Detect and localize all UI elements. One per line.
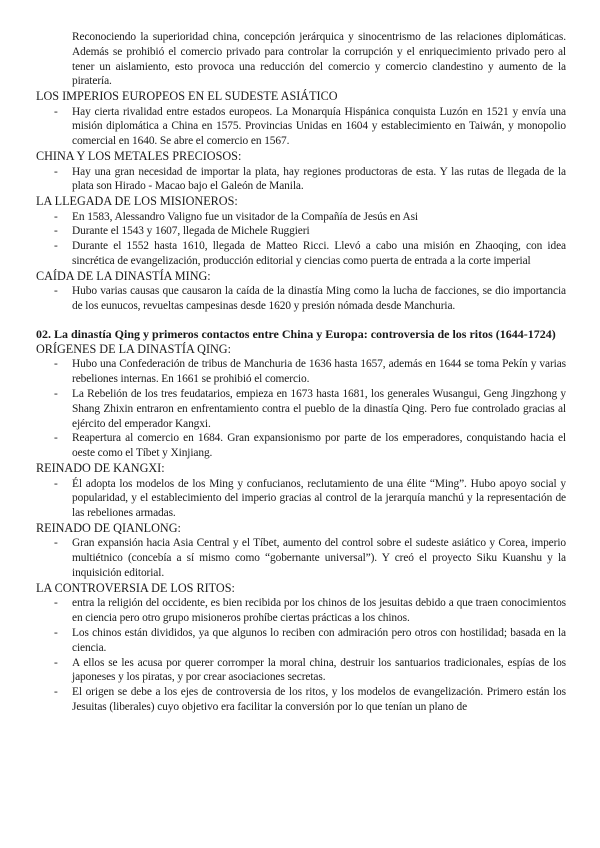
dash-bullet: - bbox=[54, 165, 58, 178]
dash-bullet: - bbox=[54, 388, 58, 401]
dash-bullet: - bbox=[54, 626, 58, 639]
list-item bbox=[36, 656, 566, 686]
dash-bullet: - bbox=[54, 477, 58, 490]
section-title: 02. La dinastía Qing y primeros contactos entre China y Europa: controversia de los ritos (1644-1724) bbox=[36, 326, 556, 341]
dash-bullet: - bbox=[54, 686, 58, 699]
list-item bbox=[36, 596, 566, 626]
dash-bullet: - bbox=[54, 358, 58, 371]
list-item-text: Hay una gran necesidad de importar la plata, hay regiones productoras de esta. Y las rutas de llegada de la plata son Hirado - Macao bajo el Galeón de Manila. bbox=[72, 165, 566, 193]
bullet-list bbox=[36, 596, 566, 714]
list-item bbox=[36, 105, 566, 149]
list-item-text: Él adopta los modelos de los Ming y confucianos, reclutamiento de una élite “Ming”. Hubo apoyo social y popularidad, y el establecimiento del imperio gracias al control de la jerarquía manchú y la representación de las rebeliones armadas. bbox=[72, 477, 566, 520]
list-item bbox=[36, 536, 566, 580]
list-item-text: Hubo varias causas que causaron la caída de la dinastía Ming como la lucha de facciones, se dio importancia de los eunucos, revueltas campesinas desde 1620 y presión nómada desde Manchuria. bbox=[72, 285, 566, 313]
list-item-text: Los chinos están divididos, ya que algunos lo reciben con admiración pero otros con hostilidad; basada en la ciencia. bbox=[72, 626, 566, 654]
list-item-text: Hay cierta rivalidad entre estados europeos. La Monarquía Hispánica conquista Luzón en 1521 y envía una misión diplomática a China en 1575. Provincias Unidas en 1604 y establecimiento en Taiwán, y monopolio comercial en 1640. Se abre el comercio en 1567. bbox=[72, 105, 566, 148]
dash-bullet: - bbox=[54, 105, 58, 118]
list-item-text: Hubo una Confederación de tribus de Manchuria de 1636 hasta 1657, además en 1644 se toma Pekín y varias rebeliones internas. En 1661 se prohibió el comercio. bbox=[72, 358, 566, 386]
list-item bbox=[36, 685, 566, 715]
dash-bullet: - bbox=[54, 225, 58, 238]
list-item-text: El origen se debe a los ejes de controversia de los ritos, y los modelos de evangelización. Primero están los Jesuitas (liberales) cuyo objetivo era facilitar la conversión por lo que tenían un plano de bbox=[72, 686, 566, 713]
list-item-text: entra la religión del occidente, es bien recibida por los chinos de los jesuitas debido a que traen conocimientos en ciencia pero otro grupo misioneros prohíbe ciertas prácticas a los chinos. bbox=[72, 597, 566, 625]
sections-part1 bbox=[36, 89, 566, 314]
section-heading: LA LLEGADA DE LOS MISIONEROS: bbox=[36, 194, 238, 209]
bullet-list bbox=[36, 357, 566, 461]
dash-bullet: - bbox=[54, 432, 58, 445]
list-item bbox=[36, 224, 566, 239]
section-heading: ORÍGENES DE LA DINASTÍA QING: bbox=[36, 341, 231, 356]
bullet-list bbox=[36, 210, 566, 269]
list-item-text: Reapertura al comercio en 1684. Gran expansionismo por parte de los emperadores, conquistando hacia el oeste como el Tíbet y Xinjiang. bbox=[72, 432, 566, 460]
list-item bbox=[36, 210, 566, 225]
list-item bbox=[36, 357, 566, 387]
sections-part2 bbox=[36, 342, 566, 715]
list-item bbox=[36, 165, 566, 195]
dash-bullet: - bbox=[54, 537, 58, 550]
section-heading: REINADO DE QIANLONG: bbox=[36, 520, 181, 535]
section-heading: CHINA Y LOS METALES PRECIOSOS: bbox=[36, 149, 242, 164]
dash-bullet: - bbox=[54, 656, 58, 669]
list-item bbox=[36, 431, 566, 461]
bullet-list bbox=[36, 477, 566, 521]
list-item-text: Gran expansión hacia Asia Central y el Tíbet, aumento del control sobre el sudeste asiático y Corea, imperio multiétnico (concebía a sí mismo como “gobernante universal”). Y creó el proyecto Siku Kuanshu y la inquisición editorial. bbox=[72, 537, 566, 580]
bullet-list bbox=[36, 536, 566, 580]
list-item-text: A ellos se les acusa por querer corromper la moral china, destruir los santuarios tradicionales, espías de los japoneses y los piratas, y por crear asociaciones secretas. bbox=[72, 656, 566, 684]
dash-bullet: - bbox=[54, 210, 58, 223]
list-item bbox=[36, 387, 566, 431]
list-item bbox=[36, 626, 566, 656]
bullet-list bbox=[36, 284, 566, 314]
section-heading: REINADO DE KANGXI: bbox=[36, 461, 165, 476]
list-item-text: Durante el 1543 y 1607, llegada de Michele Ruggieri bbox=[72, 225, 310, 238]
bullet-list bbox=[36, 165, 566, 195]
document-page bbox=[36, 30, 566, 715]
section-heading: LOS IMPERIOS EUROPEOS EN EL SUDESTE ASIÁTICO bbox=[36, 89, 338, 104]
list-item-text: En 1583, Alessandro Valigno fue un visitador de la Compañía de Jesús en Asi bbox=[72, 210, 418, 223]
list-item-text: La Rebelión de los tres feudatarios, empieza en 1673 hasta 1681, los generales Wusangui, Geng Jingzhong y Shang Zhixin entraron en enfrentamiento contra el pueblo de la dinastía Qing. Pero fue controlado gracias al ejército del emperador Kangxi. bbox=[72, 388, 566, 430]
list-item bbox=[36, 477, 566, 521]
section-heading: LA CONTROVERSIA DE LOS RITOS: bbox=[36, 580, 235, 595]
list-item bbox=[36, 284, 566, 314]
bullet-list bbox=[36, 105, 566, 149]
section-heading: CAÍDA DE LA DINASTÍA MING: bbox=[36, 268, 211, 283]
intro-paragraph: Reconociendo la superioridad china, concepción jerárquica y sinocentrismo de las relaciones diplomáticas. Además se prohibió el comercio privado para controlar la corrupción y el enriquecimiento privado pero al tener un aislamiento, esto provoca una reducción del comercio y comercio clandestino y aumento de la piratería. bbox=[72, 31, 566, 88]
dash-bullet: - bbox=[54, 240, 58, 253]
dash-bullet: - bbox=[54, 597, 58, 610]
list-item bbox=[36, 239, 566, 269]
dash-bullet: - bbox=[54, 285, 58, 298]
list-item-text: Durante el 1552 hasta 1610, llegada de Matteo Ricci. Llevó a cabo una misión en Zhaoqing, con idea sincrética de evangelización, producción editorial y ciencias como puerta de entrada a la corte imperial bbox=[72, 240, 566, 268]
